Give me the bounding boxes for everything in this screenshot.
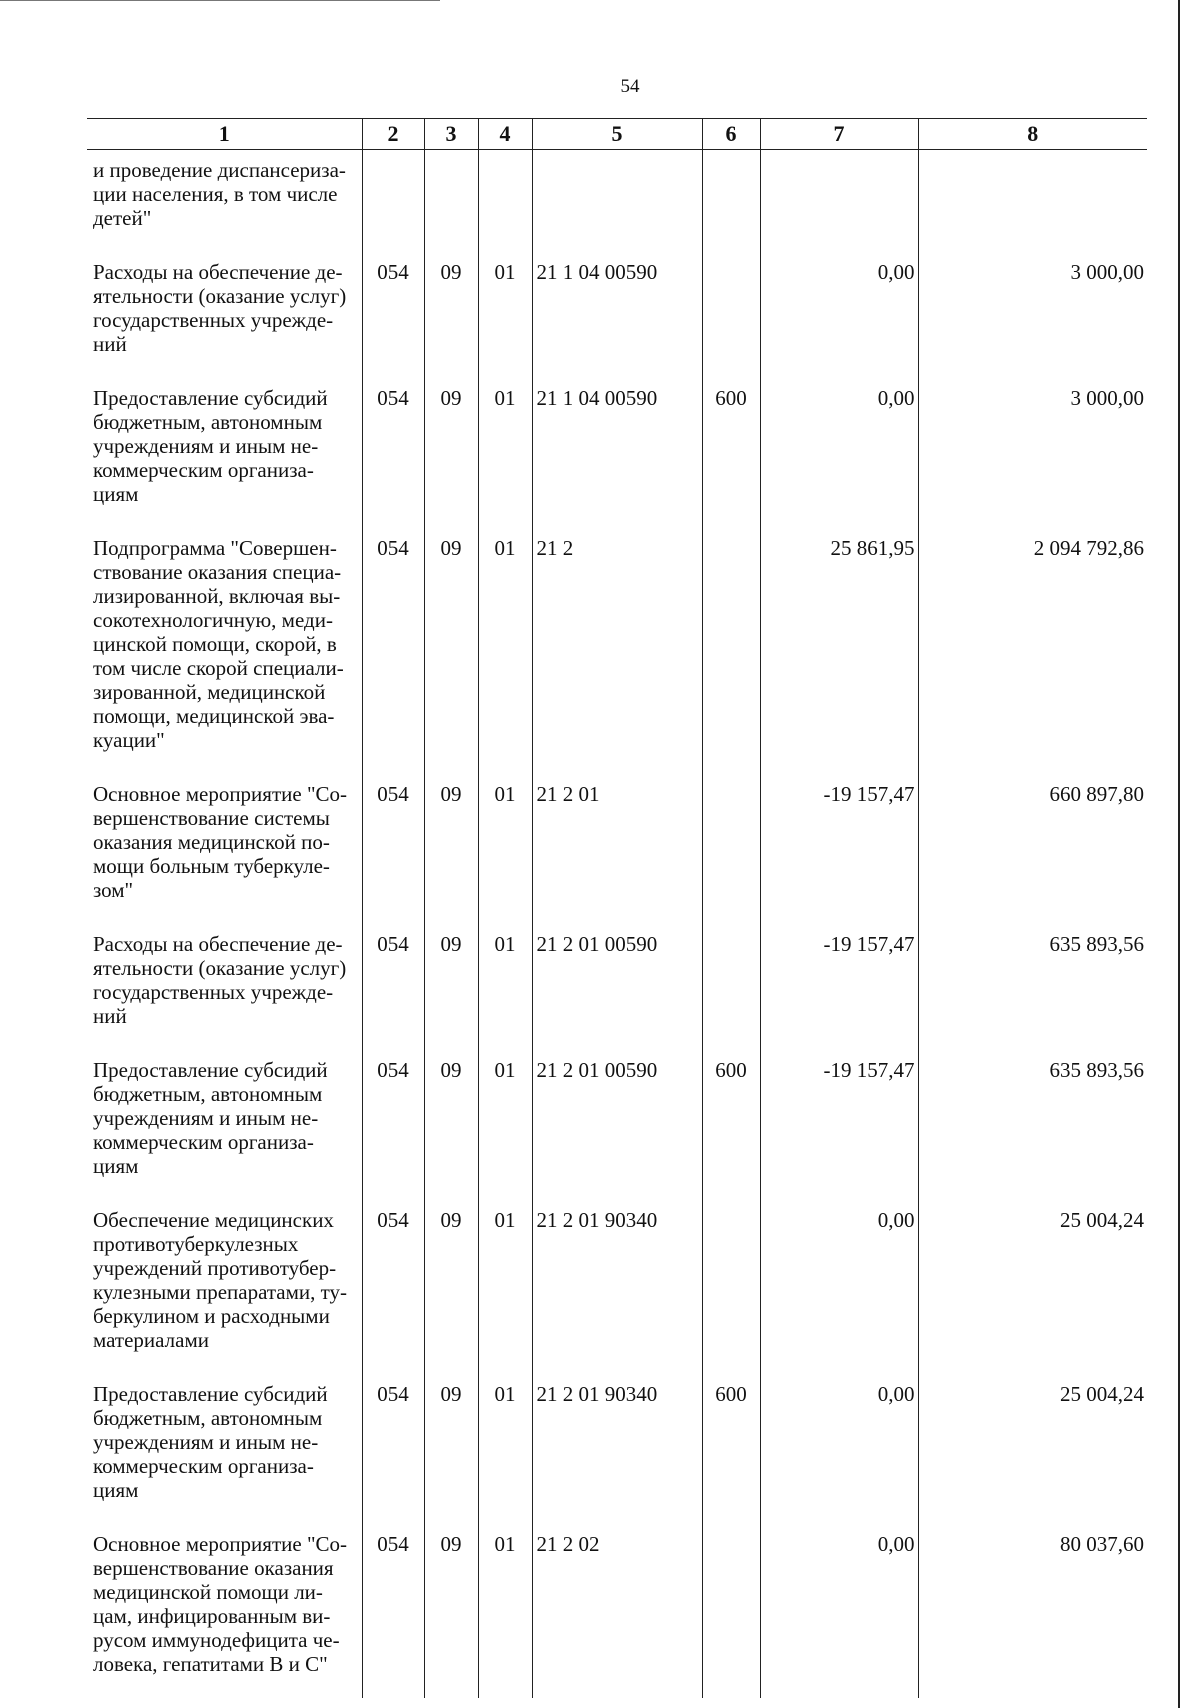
row-expense-type	[702, 528, 760, 774]
row-col-2: 054	[362, 1374, 424, 1524]
row-col-2: 054	[362, 528, 424, 774]
row-classification-code: 21 2 01 00590	[532, 924, 702, 1050]
row-col-2: 054	[362, 1200, 424, 1374]
row-col-8-amount: 80 037,60	[918, 1524, 1147, 1698]
row-col-2: 054	[362, 924, 424, 1050]
table-row	[87, 528, 1147, 774]
row-col-7-amount: 0,00	[760, 378, 918, 528]
row-classification-code: 21 2	[532, 528, 702, 774]
row-col-3: 09	[424, 774, 478, 924]
row-col-7-amount: 25 861,95	[760, 528, 918, 774]
table-row	[87, 1200, 1147, 1374]
row-classification-code	[532, 150, 702, 253]
row-col-4: 01	[478, 1200, 532, 1374]
header-col-7: 7	[760, 119, 918, 150]
row-col-3: 09	[424, 528, 478, 774]
row-description: Предоставление субсидий бюджетным, автономным учреждениям и иным не- коммерческим организа- циям	[93, 1058, 328, 1178]
row-col-3: 09	[424, 924, 478, 1050]
scan-top-edge	[0, 0, 440, 1]
row-col-4: 01	[478, 774, 532, 924]
row-col-3: 09	[424, 252, 478, 378]
table-header-row	[87, 119, 1147, 150]
row-col-3: 09	[424, 378, 478, 528]
scan-right-edge	[1178, 0, 1180, 1708]
row-col-3: 09	[424, 1524, 478, 1698]
table-row	[87, 774, 1147, 924]
header-col-1: 1	[87, 119, 362, 150]
row-classification-code: 21 1 04 00590	[532, 252, 702, 378]
row-col-4: 01	[478, 924, 532, 1050]
page-number: 54	[620, 76, 640, 97]
row-col-4: 01	[478, 252, 532, 378]
header-col-3: 3	[424, 119, 478, 150]
row-col-7-amount: 0,00	[760, 1200, 918, 1374]
row-col-8-amount: 3 000,00	[918, 252, 1147, 378]
row-col-7-amount: -19 157,47	[760, 1050, 918, 1200]
row-col-7-amount: 0,00	[760, 1374, 918, 1524]
table-row	[87, 1374, 1147, 1524]
row-classification-code: 21 2 01 00590	[532, 1050, 702, 1200]
row-classification-code: 21 2 01	[532, 774, 702, 924]
header-col-5: 5	[532, 119, 702, 150]
row-col-8-amount: 660 897,80	[918, 774, 1147, 924]
row-expense-type	[702, 774, 760, 924]
row-col-2: 054	[362, 1524, 424, 1698]
row-col-3: 09	[424, 1050, 478, 1200]
row-col-3	[424, 150, 478, 253]
row-description: Предоставление субсидий бюджетным, автономным учреждениям и иным не- коммерческим организа- циям	[93, 386, 328, 506]
header-col-4: 4	[478, 119, 532, 150]
row-col-7-amount: 0,00	[760, 1524, 918, 1698]
header-col-8: 8	[918, 119, 1147, 150]
row-col-2	[362, 150, 424, 253]
table-row	[87, 252, 1147, 378]
row-expense-type	[702, 1200, 760, 1374]
row-col-3: 09	[424, 1200, 478, 1374]
row-expense-type: 600	[702, 1050, 760, 1200]
row-description: Предоставление субсидий бюджетным, автономным учреждениям и иным не- коммерческим организа- циям	[93, 1382, 328, 1502]
row-col-4: 01	[478, 378, 532, 528]
row-col-8-amount: 635 893,56	[918, 924, 1147, 1050]
row-col-7-amount: -19 157,47	[760, 924, 918, 1050]
row-description: Основное мероприятие "Со- вершенствование системы оказания медицинской по- мощи больным туберкуле- зом"	[93, 782, 348, 902]
row-col-3: 09	[424, 1374, 478, 1524]
row-col-7-amount: 0,00	[760, 252, 918, 378]
table-row	[87, 1524, 1147, 1698]
row-col-8-amount: 25 004,24	[918, 1374, 1147, 1524]
row-classification-code: 21 2 01 90340	[532, 1374, 702, 1524]
row-col-7-amount: -19 157,47	[760, 774, 918, 924]
row-classification-code: 21 1 04 00590	[532, 378, 702, 528]
row-col-4	[478, 150, 532, 253]
row-col-2: 054	[362, 378, 424, 528]
row-col-8-amount: 635 893,56	[918, 1050, 1147, 1200]
row-description: Расходы на обеспечение де- ятельности (оказание услуг) государственных учрежде- ний	[93, 260, 347, 356]
row-expense-type: 600	[702, 378, 760, 528]
row-col-7-amount	[760, 150, 918, 253]
row-col-8-amount	[918, 150, 1147, 253]
row-expense-type	[702, 150, 760, 253]
budget-table	[87, 118, 1147, 1698]
header-col-2: 2	[362, 119, 424, 150]
row-expense-type	[702, 924, 760, 1050]
row-col-8-amount: 3 000,00	[918, 378, 1147, 528]
row-col-2: 054	[362, 774, 424, 924]
row-col-2: 054	[362, 252, 424, 378]
row-col-4: 01	[478, 1050, 532, 1200]
row-classification-code: 21 2 01 90340	[532, 1200, 702, 1374]
row-col-8-amount: 25 004,24	[918, 1200, 1147, 1374]
row-expense-type	[702, 1524, 760, 1698]
row-description: и проведение диспансериза- ции населения, в том числе детей"	[93, 158, 346, 230]
row-col-4: 01	[478, 1374, 532, 1524]
row-description: Основное мероприятие "Со- вершенствование оказания медицинской помощи ли- цам, инфицированным ви- русом иммунодефицита че- ловека, гепатитами В и С"	[93, 1532, 348, 1676]
row-col-4: 01	[478, 528, 532, 774]
row-col-4: 01	[478, 1524, 532, 1698]
row-expense-type: 600	[702, 1374, 760, 1524]
row-description: Подпрограмма "Совершен- ствование оказания специа- лизированной, включая вы- сокотехнологичную, меди- цинской помощи, скорой, в том числе скорой специали- зированной, медицинской помощи, медицинской эва- куации"	[93, 536, 344, 752]
table-row	[87, 150, 1147, 253]
row-expense-type	[702, 252, 760, 378]
table-row	[87, 378, 1147, 528]
row-classification-code: 21 2 02	[532, 1524, 702, 1698]
row-col-2: 054	[362, 1050, 424, 1200]
table-body	[87, 150, 1147, 1699]
row-description: Расходы на обеспечение де- ятельности (оказание услуг) государственных учрежде- ний	[93, 932, 347, 1028]
row-col-8-amount: 2 094 792,86	[918, 528, 1147, 774]
row-description: Обеспечение медицинских противотуберкулезных учреждений противотубер- кулезными препаратами, ту- беркулином и расходными материалами	[93, 1208, 348, 1352]
header-col-6: 6	[702, 119, 760, 150]
table-row	[87, 924, 1147, 1050]
table-row	[87, 1050, 1147, 1200]
